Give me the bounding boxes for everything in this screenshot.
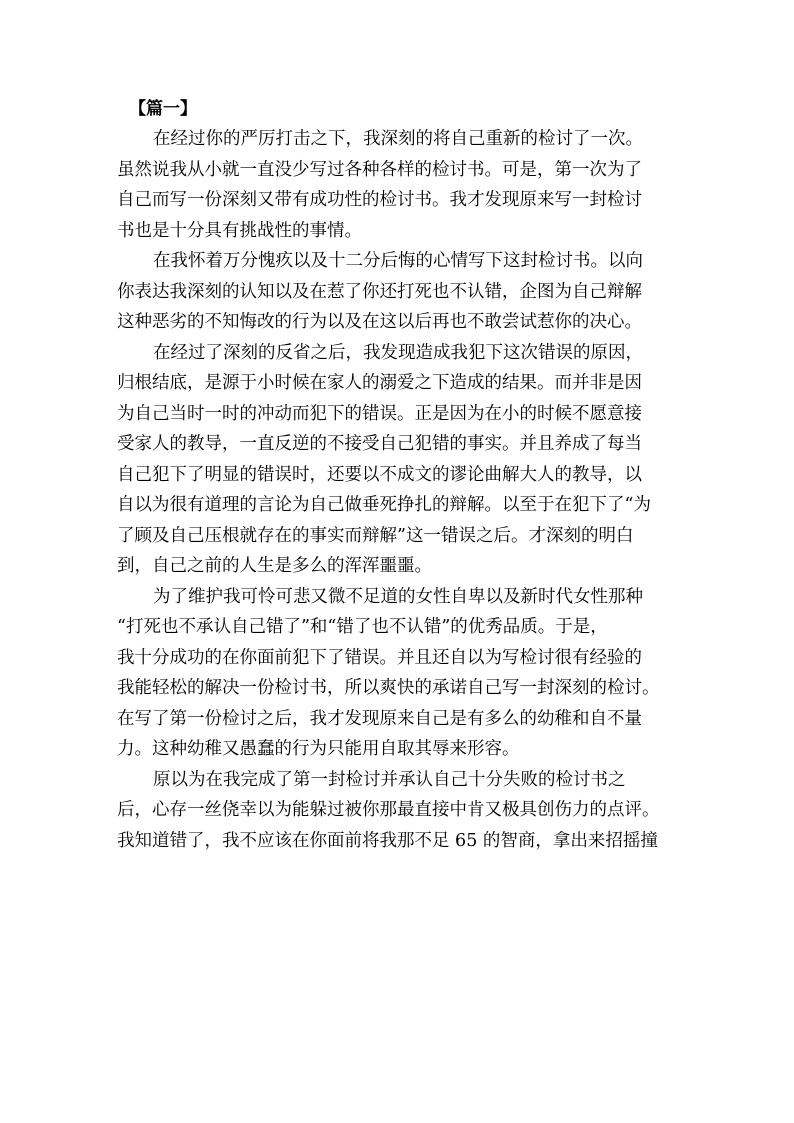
paragraph-4 [117,582,685,765]
text-line: 原以为在我完成了第一封检讨并承认自己十分失败的检讨书之 [153,769,626,790]
text-line: “打死也不承认自己错了”和“错了也不认错”的优秀品质。于是， [117,617,608,637]
paragraph-3 [117,338,685,582]
text-line: 自以为很有道理的言论为自己做垂死挣扎的辩解。以至于在犯下了“为 [117,495,651,515]
text-line: 后，心存一丝侥幸以为能躲过被你那最直接中肯又极具创伤力的点评。 [117,800,660,820]
text-line: 为了维护我可怜可悲又微不足道的女性自卑以及新时代女性那种 [153,586,643,607]
text-line: 书也是十分具有挑战性的事情。 [117,220,362,241]
text-line: 自己而写一份深刻又带有成功性的检讨书。我才发现原来写一封检讨 [117,190,642,210]
text-line: 归根结底，是源于小时候在家人的溺爱之下造成的结果。而并非是因 [117,373,642,393]
text-line: 我能轻松的解决一份检讨书，所以爽快的承诺自己写一封深刻的检讨。 [117,678,660,698]
text-line: 虽然说我从小就一直没少写过各种各样的检讨书。可是，第一次为了 [117,159,642,180]
text-line: 了顾及自己压根就存在的事实而辩解”这一错误之后。才深刻的明白 [117,525,634,546]
paragraph-5 [117,765,685,857]
section-heading: 【篇一】 [129,99,197,119]
text-line: 在写了第一份检讨之后，我才发现原来自己是有多么的幼稚和自不量 [117,708,642,729]
text-line: 受家人的教导，一直反逆的不接受自己犯错的事实。并且养成了每当 [117,434,642,454]
paragraph-1 [117,124,685,246]
text-line: 在经过你的严厉打击之下，我深刻的将自己重新的检讨了一次。 [153,129,643,149]
text-line: 这种恶劣的不知悔改的行为以及在这以后再也不敢尝试惹你的决心。 [117,312,642,332]
text-line: 为自己当时一时的冲动而犯下的错误。正是因为在小的时候不愿意接 [117,403,642,424]
text-line: 在经过了深刻的反省之后，我发现造成我犯下这次错误的原因， [153,342,643,363]
text-line: 力。这种幼稚又愚蠢的行为只能用自取其辱来形容。 [117,739,520,759]
paragraph-2 [117,246,685,338]
text-line: 我知道错了，我不应该在你面前将我那不足 65 的智商，拿出来招摇撞 [117,830,658,851]
text-line: 到，自己之前的人生是多么的浑浑噩噩。 [117,556,432,576]
document-body [117,94,685,856]
text-line: 自己犯下了明显的错误时，还要以不成文的谬论曲解大人的教导，以 [117,464,642,485]
text-line: 你表达我深刻的认知以及在惹了你还打死也不认错，企图为自己辩解 [117,281,642,302]
text-line: 我十分成功的在你面前犯下了错误。并且还自以为写检讨很有经验的 [117,647,642,668]
text-line: 在我怀着万分愧疚以及十二分后悔的心情写下这封检讨书。以向 [153,251,643,271]
